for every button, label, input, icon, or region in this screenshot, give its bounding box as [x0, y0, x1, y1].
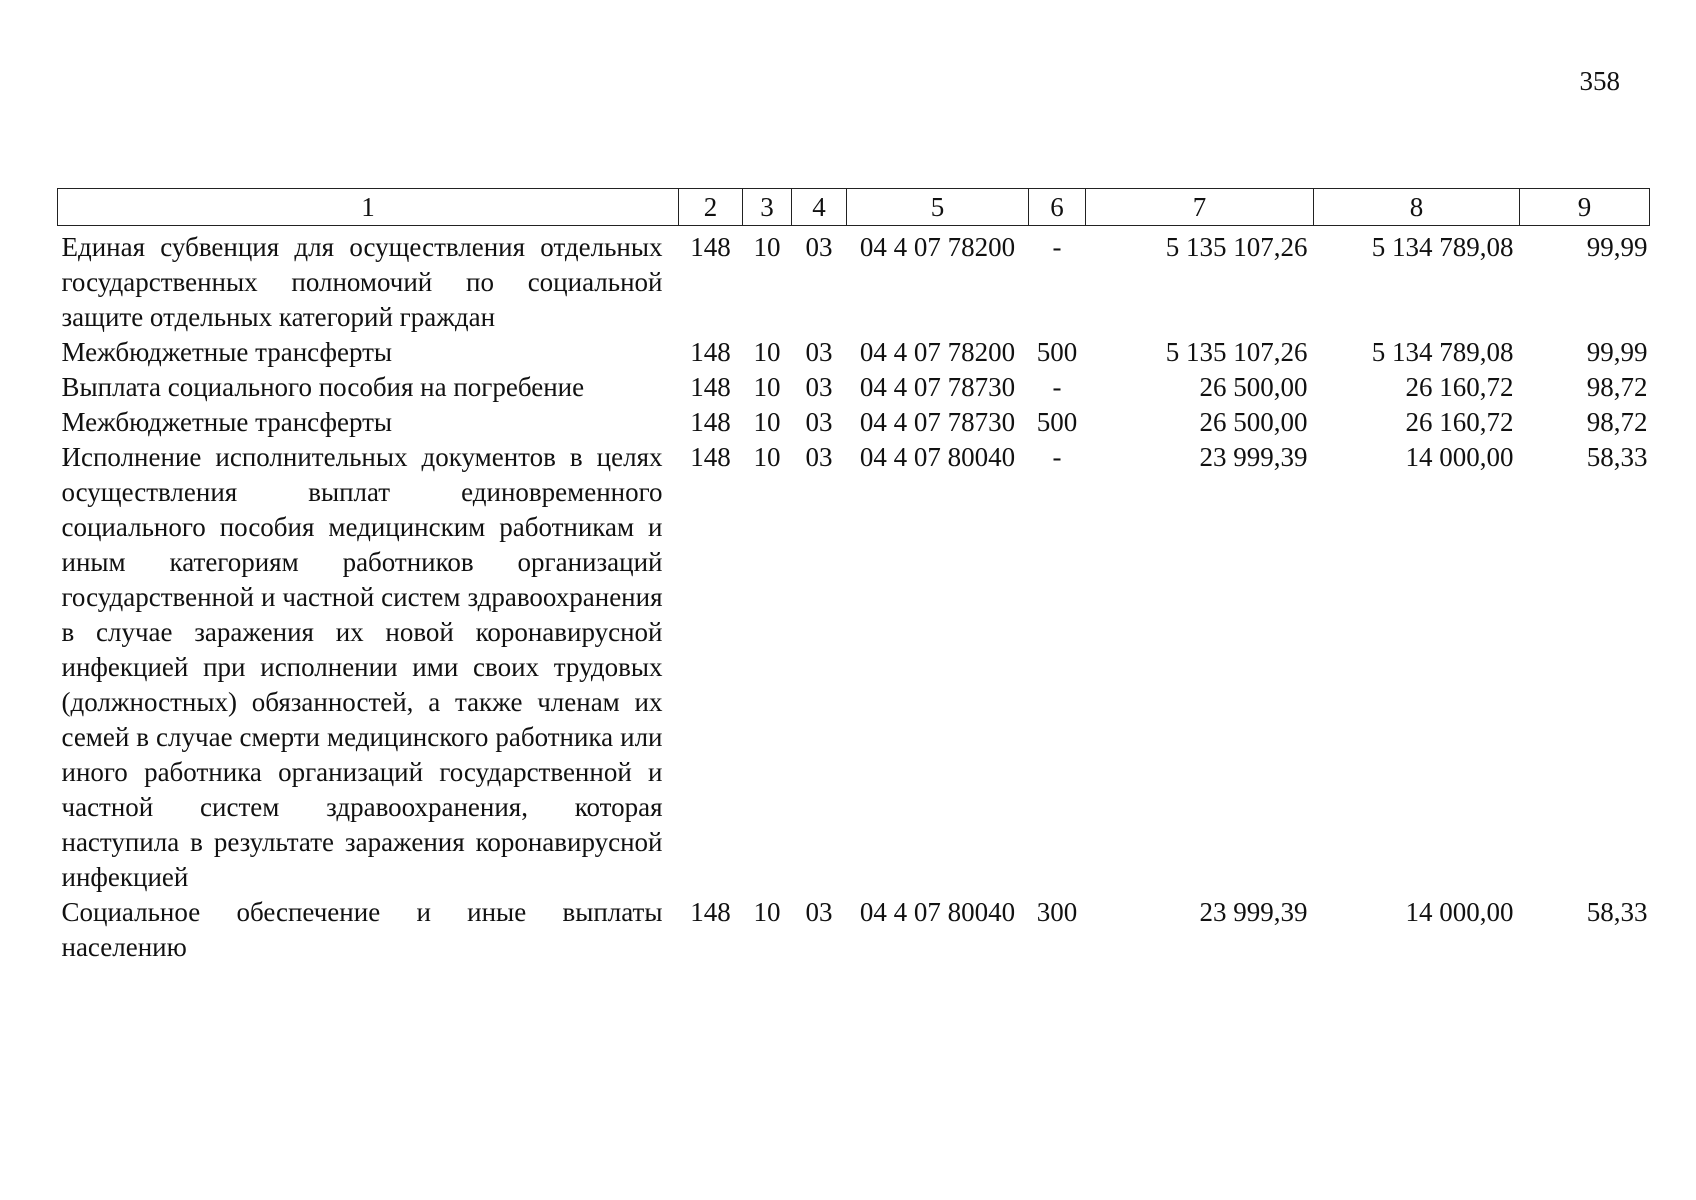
- section-code: 10: [753, 897, 781, 927]
- planned-amount: 5 135 107,26: [1165, 337, 1308, 367]
- section-code: 10: [753, 407, 781, 437]
- target-article-code: 04 4 07 80040: [859, 442, 1016, 472]
- page-number: 358: [1579, 66, 1620, 96]
- executed-amount: 14 000,00: [1405, 442, 1514, 472]
- execution-percent: 58,33: [1586, 897, 1648, 927]
- budget-table: [57, 188, 1650, 965]
- planned-amount: 26 500,00: [1199, 407, 1308, 437]
- table-row: [58, 226, 1650, 336]
- execution-percent: 58,33: [1586, 442, 1648, 472]
- admin-code: 148: [690, 337, 731, 367]
- target-article-code: 04 4 07 78730: [859, 407, 1016, 437]
- section-code: 10: [753, 372, 781, 402]
- row-name: Межбюджетные трансферты: [61, 337, 393, 367]
- subsection-code: 03: [805, 232, 833, 262]
- planned-amount: 23 999,39: [1199, 442, 1308, 472]
- admin-code: 148: [690, 232, 731, 262]
- execution-percent: 98,72: [1586, 372, 1648, 402]
- table-row: [58, 335, 1650, 370]
- execution-percent: 98,72: [1586, 407, 1648, 437]
- column-header-6: 6: [1029, 189, 1086, 226]
- execution-percent: 99,99: [1586, 337, 1648, 367]
- budget-table-container: [57, 188, 1649, 965]
- column-header-1: 1: [58, 189, 679, 226]
- section-code: 10: [753, 337, 781, 367]
- table-header: [58, 189, 1650, 226]
- table-row: [58, 405, 1650, 440]
- executed-amount: 5 134 789,08: [1371, 337, 1514, 367]
- expense-type-code: 500: [1036, 407, 1078, 437]
- table-row: [58, 440, 1650, 895]
- column-header-9: 9: [1520, 189, 1650, 226]
- admin-code: 148: [690, 442, 731, 472]
- planned-amount: 23 999,39: [1199, 897, 1308, 927]
- subsection-code: 03: [805, 442, 833, 472]
- header-row: [58, 189, 1650, 226]
- admin-code: 148: [690, 372, 731, 402]
- section-code: 10: [753, 442, 781, 472]
- admin-code: 148: [690, 407, 731, 437]
- subsection-code: 03: [805, 407, 833, 437]
- target-article-code: 04 4 07 78200: [859, 232, 1016, 262]
- planned-amount: 26 500,00: [1199, 372, 1308, 402]
- column-header-7: 7: [1086, 189, 1314, 226]
- subsection-code: 03: [805, 897, 833, 927]
- planned-amount: 5 135 107,26: [1165, 232, 1308, 262]
- column-header-8: 8: [1314, 189, 1520, 226]
- row-name: Социальное обеспечение и иные выплаты населению: [61, 897, 663, 962]
- expense-type-code: -: [1052, 442, 1062, 472]
- expense-type-code: 300: [1036, 897, 1078, 927]
- expense-type-code: 500: [1036, 337, 1078, 367]
- expense-type-code: -: [1052, 372, 1062, 402]
- subsection-code: 03: [805, 337, 833, 367]
- row-name: Исполнение исполнительных документов в целях осуществления выплат единовременного социального пособия медицинским работникам и иным категориям работников организаций государственной и частной систем здравоохранения в случае заражения их новой коронавирусной инфекцией при исполнении ими своих трудовых (должностных) обязанностей, а также членам их семей в случае смерти медицинского работника или иного работника организаций государственной и частной систем здравоохранения, которая наступила в результате заражения коронавирусной инфекцией: [61, 442, 663, 892]
- table-body: [58, 226, 1650, 966]
- executed-amount: 5 134 789,08: [1371, 232, 1514, 262]
- column-header-5: 5: [847, 189, 1029, 226]
- table-row: [58, 370, 1650, 405]
- target-article-code: 04 4 07 78730: [859, 372, 1016, 402]
- execution-percent: 99,99: [1586, 232, 1648, 262]
- section-code: 10: [753, 232, 781, 262]
- expense-type-code: -: [1052, 232, 1062, 262]
- row-name: Выплата социального пособия на погребение: [61, 372, 585, 402]
- executed-amount: 26 160,72: [1405, 372, 1514, 402]
- column-header-2: 2: [679, 189, 743, 226]
- subsection-code: 03: [805, 372, 833, 402]
- target-article-code: 04 4 07 80040: [859, 897, 1016, 927]
- row-name: Межбюджетные трансферты: [61, 407, 393, 437]
- row-name: Единая субвенция для осуществления отдельных государственных полномочий по социальной защите отдельных категорий граждан: [61, 232, 663, 332]
- column-header-3: 3: [743, 189, 792, 226]
- column-header-4: 4: [792, 189, 847, 226]
- admin-code: 148: [690, 897, 731, 927]
- table-row: [58, 895, 1650, 965]
- executed-amount: 14 000,00: [1405, 897, 1514, 927]
- target-article-code: 04 4 07 78200: [859, 337, 1016, 367]
- executed-amount: 26 160,72: [1405, 407, 1514, 437]
